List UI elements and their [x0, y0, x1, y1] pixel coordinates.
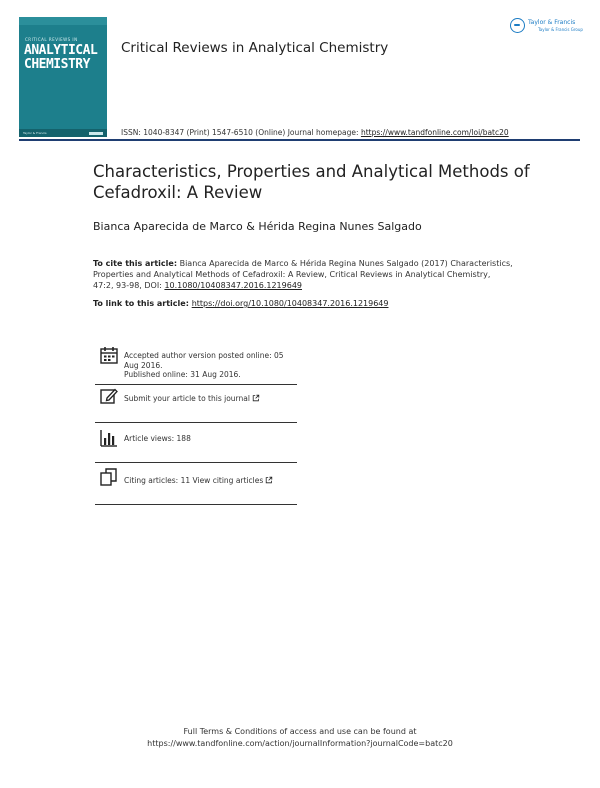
submit-article-link[interactable] [124, 394, 260, 404]
citation-block [93, 258, 513, 291]
citation-doi-link[interactable]: 10.1080/10408347.2016.1219649 [164, 281, 303, 290]
article-title: Characteristics, Properties and Analytical Methods of Cefadroxil: A Review [93, 162, 530, 202]
cover-title [24, 44, 97, 72]
citing-articles-link[interactable] [124, 476, 273, 486]
journal-cover[interactable] [19, 17, 107, 137]
article-views: Article views: 188 [124, 434, 191, 443]
article-authors: Bianca Aparecida de Marco & Hérida Regina Nunes Salgado [93, 220, 422, 233]
info-dates-text [124, 351, 296, 380]
external-link-icon [265, 476, 273, 484]
cover-footer-text: Taylor & Francis [23, 131, 47, 135]
publisher-logo-line1: Taylor & Francis [528, 19, 576, 26]
calendar-icon [100, 346, 118, 364]
citation-text: Bianca Aparecida de Marco & Hérida Regina Nunes Salgado (2017) Characteristics, Properties and Analytical Methods of Cefadroxil: A Review, Critical Reviews in Analytical Chemistry, 47:2, 93-98, DOI: [93, 259, 513, 290]
info-row-citing[interactable] [95, 462, 297, 505]
issn-line [121, 128, 509, 137]
bar-chart-icon [100, 429, 118, 447]
article-doi-link[interactable]: https://doi.org/10.1080/10408347.2016.1219649 [191, 299, 389, 308]
submit-article-text: Submit your article to this journal [124, 394, 250, 403]
publisher-logo-icon [510, 18, 525, 33]
journal-title: Critical Reviews in Analytical Chemistry [121, 40, 389, 56]
info-row-views [95, 422, 297, 463]
published-date: Published online: 31 Aug 2016. [124, 370, 241, 379]
article-link-label: To link to this article: [93, 299, 192, 308]
footer-terms-url[interactable]: https://www.tandfonline.com/action/journalInformation?journalCode=batc20 [147, 739, 453, 748]
footer-terms [0, 726, 600, 750]
citing-articles-text: Citing articles: 11 View citing articles [124, 476, 264, 485]
footer-terms-line1: Full Terms & Conditions of access and use can be found at [183, 727, 417, 736]
edit-icon [100, 387, 118, 405]
cover-title-line2: CHEMISTRY [24, 57, 90, 72]
info-row-dates [95, 344, 297, 385]
publisher-logo[interactable] [510, 17, 582, 37]
issn-text: ISSN: 1040-8347 (Print) 1547-6510 (Online) Journal homepage: [121, 128, 361, 137]
copy-documents-icon [100, 468, 118, 486]
journal-homepage-link[interactable]: https://www.tandfonline.com/loi/batc20 [360, 128, 509, 137]
external-link-icon [252, 394, 260, 402]
cover-small-text: CRITICAL REVIEWS IN [25, 37, 78, 42]
citation-label: To cite this article: [93, 259, 178, 268]
publisher-logo-line2: Taylor & Francis Group [538, 27, 583, 32]
cover-top-band [19, 17, 107, 25]
header-rule [19, 139, 580, 141]
cover-footer-mark [89, 132, 103, 135]
info-row-submit[interactable] [95, 384, 297, 423]
article-link-line [93, 299, 389, 308]
cover-title-line1: ANALYTICAL [24, 43, 98, 58]
accepted-date: Accepted author version posted online: 05 Aug 2016. [124, 351, 284, 370]
